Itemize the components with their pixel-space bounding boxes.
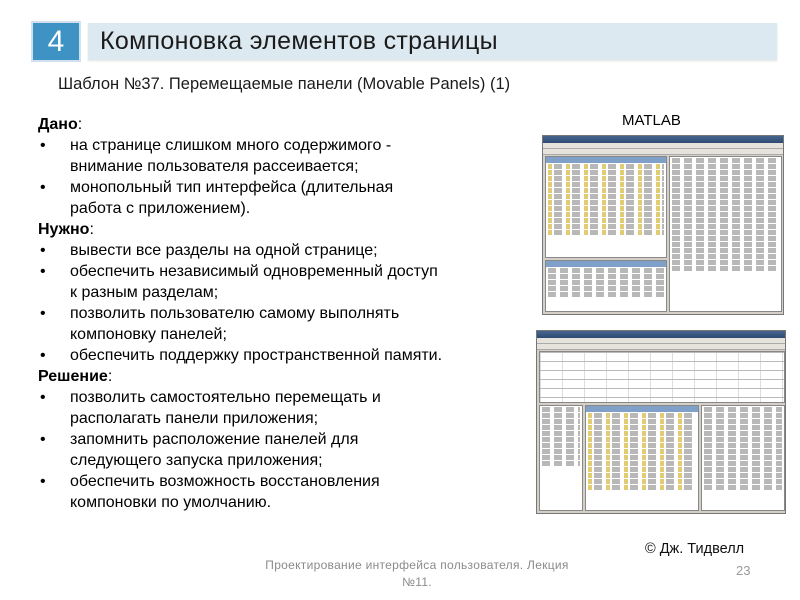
- footer-text: Проектирование интерфейса пользователя. Лекция №11.: [265, 558, 569, 589]
- section-needed-label: Нужно: [38, 221, 90, 238]
- bullet-item: [38, 471, 538, 513]
- matlab-screenshot-2: [536, 330, 786, 514]
- title-bar: [88, 23, 777, 60]
- section-given-heading: [38, 114, 538, 135]
- left-panel: [539, 405, 583, 511]
- bullet-text: • на странице слишком много содержимого - внимание пользователя рассеивается;: [70, 137, 392, 175]
- colon: :: [77, 116, 83, 133]
- window-toolbar: [543, 149, 783, 155]
- matlab-screenshot-1: [542, 135, 784, 315]
- bullet-item: [38, 387, 538, 429]
- history-panel: [545, 260, 667, 312]
- colon: :: [89, 221, 94, 238]
- bullet-item: [38, 177, 538, 219]
- image-credit: © Дж. Тидвелл: [645, 541, 745, 557]
- pattern-subtitle: Шаблон №37. Перемещаемые панели (Movable Panels) (1): [58, 75, 511, 93]
- bullet-item: [38, 345, 538, 366]
- figure-label: MATLAB: [622, 112, 681, 129]
- section-needed-heading: [38, 219, 538, 240]
- page-number: 23: [736, 563, 751, 578]
- bullet-item: [38, 135, 538, 177]
- bullet-text: • обеспечить независимый одновременный доступ к разным разделам;: [70, 263, 438, 301]
- slide-content: [38, 114, 538, 524]
- bullet-text: • позволить самостоятельно перемещать и располагать панели приложения;: [70, 389, 381, 427]
- section-solution-heading: [38, 366, 538, 387]
- bullet-text: • позволить пользователю самому выполнять компоновку панелей;: [70, 305, 400, 343]
- colon: :: [107, 368, 113, 385]
- bullet-text: • запомнить расположение панелей для следующего запуска приложения;: [70, 431, 359, 469]
- slide-number: 4: [47, 24, 65, 58]
- window-titlebar: [537, 331, 785, 338]
- bullet-item: [38, 303, 538, 345]
- slide-number-badge: [31, 21, 81, 62]
- bullet-text: • вывести все разделы на одной странице;: [70, 242, 378, 259]
- bullet-text: • обеспечить поддержку пространственной памяти.: [70, 347, 443, 364]
- section-solution-label: Решение: [38, 368, 108, 385]
- current-directory-panel: [585, 405, 699, 511]
- window-titlebar: [543, 136, 783, 143]
- bullet-item: [38, 429, 538, 471]
- command-window-panel: [669, 156, 782, 312]
- bullet-item: [38, 240, 538, 261]
- window-toolbar: [537, 344, 785, 350]
- workspace-panel: [545, 156, 667, 258]
- section-given-label: Дано: [38, 116, 78, 133]
- bullet-item: [38, 261, 538, 303]
- array-editor-panel: [539, 351, 785, 403]
- bullet-text: • монопольный тип интерфейса (длительная работа с приложением).: [70, 179, 394, 217]
- bullet-text: • обеспечить возможность восстановления компоновки по умолчанию.: [70, 473, 380, 511]
- slide-title: Компоновка элементов страницы: [100, 27, 498, 55]
- command-history-panel: [701, 405, 785, 511]
